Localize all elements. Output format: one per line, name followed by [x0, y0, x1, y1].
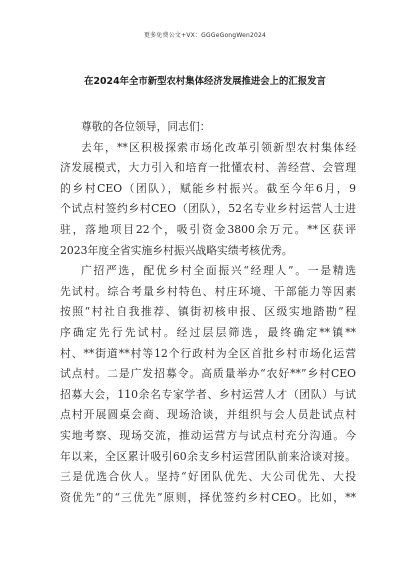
body-text-line: 资优先”的“三优先”原则，择优签约乡村CEO。比如，**: [60, 490, 356, 504]
document-body: [60, 117, 356, 508]
body-text-line: 试点村。二是广发招募令。高质量举办“农好**”乡村CEO: [60, 367, 356, 381]
body-text-line: 个试点村签约乡村CEO（团队），52名专业乡村运营人士进: [60, 202, 356, 216]
body-text-line: 的乡村CEO（团队），赋能乡村振兴。截至今年6月，9: [60, 181, 356, 195]
body-text-line: 点村开展圆桌会商、现场洽谈，并组织与会人员赴试点村: [60, 408, 356, 422]
body-text-line: 先试村。综合考量乡村特色、村庄环境、干部能力等因素: [60, 284, 356, 298]
body-text-line: 驻，落地项目22个，吸引资金3800余万元。**区获评: [60, 222, 356, 236]
body-text-line: 2023年度全省实施乡村振兴战略实绩考核优秀。: [60, 243, 293, 257]
body-text-line: 去年，**区积极探索市场化改革引领新型农村集体经: [81, 140, 356, 154]
header-note: 更多免费公文+VX：GGGeGongWen2024: [143, 32, 267, 39]
body-text-line: 济发展模式，大力引入和培育一批懂农村、善经营、会管理: [60, 161, 356, 175]
body-text-line: 尊敬的各位领导，同志们：: [81, 120, 211, 133]
body-text-line: 三是优选合伙人。坚持“好团队优先、大公司优先、大投: [60, 470, 356, 484]
body-text-line: 广招严选，配优乡村全面振兴“经理人”。一是精选: [81, 264, 356, 278]
document-title: 在2024年全市新型农村集体经济发展推进会上的汇报发言: [84, 76, 326, 87]
body-text-line: 村、**街道**村等12个行政村为全区首批乡村市场化运营: [60, 346, 356, 360]
body-text-line: 按照“村社自我推荐、镇街初核申报、区级实地踏勘”程: [60, 305, 356, 319]
body-text-line: 招募大会，110余名专家学者、乡村运营人才（团队）与试: [60, 387, 356, 401]
body-text-line: 实地考察、现场交流，推动运营方与试点村充分沟通。今: [60, 428, 356, 442]
body-text-line: 年以来，全区累计吸引60余支乡村运营团队前来洽谈对接。: [60, 449, 356, 463]
body-text-line: 序确定先行先试村。经过层层筛选，最终确定**镇**: [60, 325, 356, 339]
